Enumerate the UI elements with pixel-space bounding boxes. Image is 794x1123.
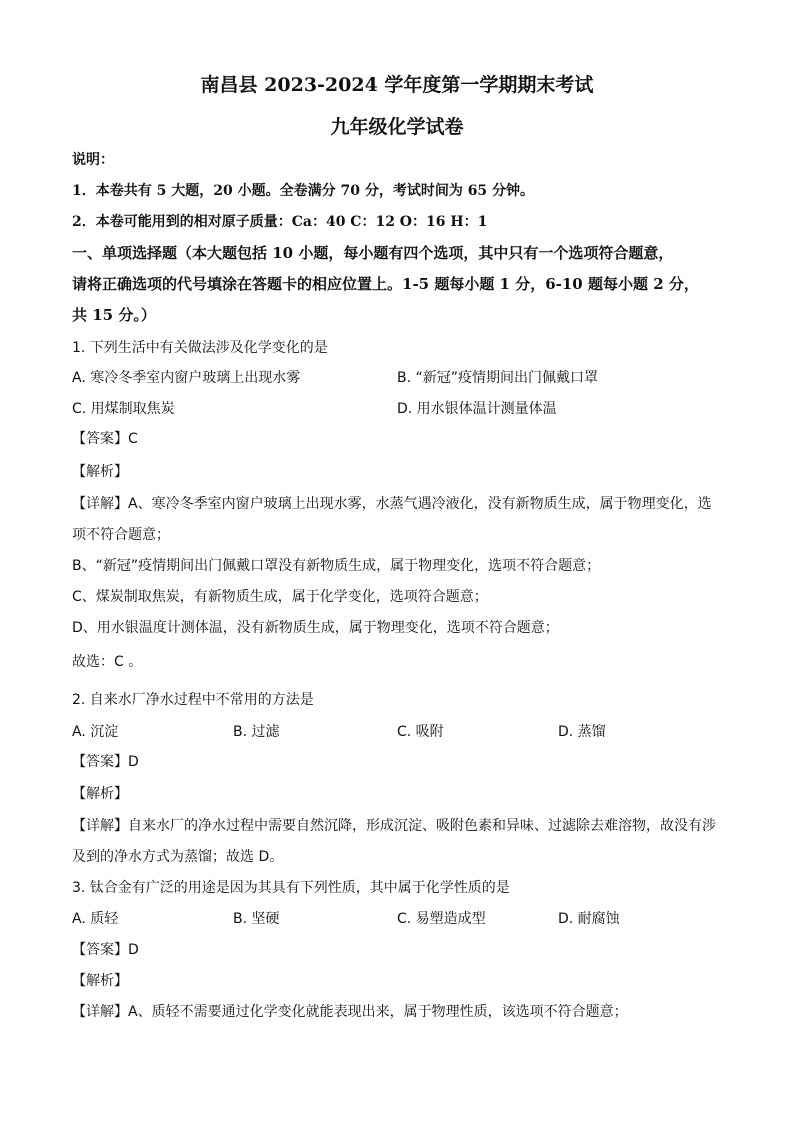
question-1-detail-4: C、煤炭制取焦炭，有新物质生成，属于化学变化，选项符合题意； (72, 589, 488, 605)
question-1-answer: 【答案】C (72, 431, 138, 447)
question-1-detail-5: D、用水银温度计测体温，没有新物质生成，属于物理变化，选项不符合题意； (72, 620, 559, 636)
question-2-stem: 2. 自来水厂净水过程中不常用的方法是 (72, 692, 314, 708)
question-1-detail-3: B、“新冠”疫情期间出门佩戴口罩没有新物质生成，属于物理变化，选项不符合题意； (72, 558, 601, 574)
page-subtitle: 九年级化学试卷 (330, 116, 464, 138)
question-1-stem: 1. 下列生活中有关做法涉及化学变化的是 (72, 340, 328, 356)
question-3-stem: 3. 钛合金有广泛的用途是因为其具有下列性质，其中属于化学性质的是 (72, 880, 510, 896)
question-1-option-d: D. 用水银体温计测量体温 (397, 401, 557, 417)
question-1-detail-1: 【详解】A、寒冷冬季室内窗户玻璃上出现水雾，水蒸气遇冷液化，没有新物质生成，属于物理变化，选 (72, 496, 712, 512)
question-2-option-d: D. 蒸馏 (558, 724, 606, 740)
page-title: 南昌县 2023-2024 学年度第一学期期末考试 (200, 74, 594, 96)
question-2-analysis-label: 【解析】 (72, 786, 128, 802)
question-2-option-a: A. 沉淀 (72, 724, 119, 740)
question-2-option-c: C. 吸附 (397, 724, 444, 740)
section-heading-line-3: 共 15 分。） (72, 306, 156, 324)
notes-label: 说明： (72, 152, 114, 168)
question-3-detail-1: 【详解】A、质轻不需要通过化学变化就能表现出来，属于物理性质，该选项不符合题意； (72, 1004, 628, 1020)
question-2-detail-1: 【详解】自来水厂的净水过程中需要自然沉降，形成沉淀、吸附色素和异味、过滤除去难溶物，故没有涉 (72, 818, 716, 834)
question-2-answer: 【答案】D (72, 754, 139, 770)
question-1-option-c: C. 用煤制取焦炭 (72, 401, 175, 417)
section-heading-line-1: 一、单项选择题（本大题包括 10 小题，每小题有四个选项，其中只有一个选项符合题意， (72, 244, 674, 262)
question-3-analysis-label: 【解析】 (72, 973, 128, 989)
question-1-analysis-label: 【解析】 (72, 464, 128, 480)
question-3-option-d: D. 耐腐蚀 (558, 911, 620, 927)
question-1-conclusion: 故选：C 。 (72, 654, 143, 670)
question-3-option-c: C. 易塑造成型 (397, 911, 486, 927)
section-heading-line-2: 请将正确选项的代号填涂在答题卡的相应位置上。1-5 题每小题 1 分，6-10 题每小题 2 分， (72, 275, 699, 293)
question-3-option-a: A. 质轻 (72, 911, 119, 927)
question-3-option-b: B. 坚硬 (233, 911, 280, 927)
question-1-option-a: A. 寒冷冬季室内窗户玻璃上出现水雾 (72, 370, 301, 386)
notes-item-2: 2．本卷可能用到的相对原子质量：Ca：40 C：12 O：16 H：1 (72, 214, 488, 230)
question-1-detail-2: 项不符合题意； (72, 527, 170, 543)
question-2-option-b: B. 过滤 (233, 724, 280, 740)
question-3-answer: 【答案】D (72, 942, 139, 958)
notes-item-1: 1．本卷共有 5 大题，20 小题。全卷满分 70 分，考试时间为 65 分钟。 (72, 183, 535, 199)
question-1-option-b: B. “新冠”疫情期间出门佩戴口罩 (397, 370, 599, 386)
question-2-detail-2: 及到的净水方式为蒸馏；故选 D。 (72, 849, 284, 865)
